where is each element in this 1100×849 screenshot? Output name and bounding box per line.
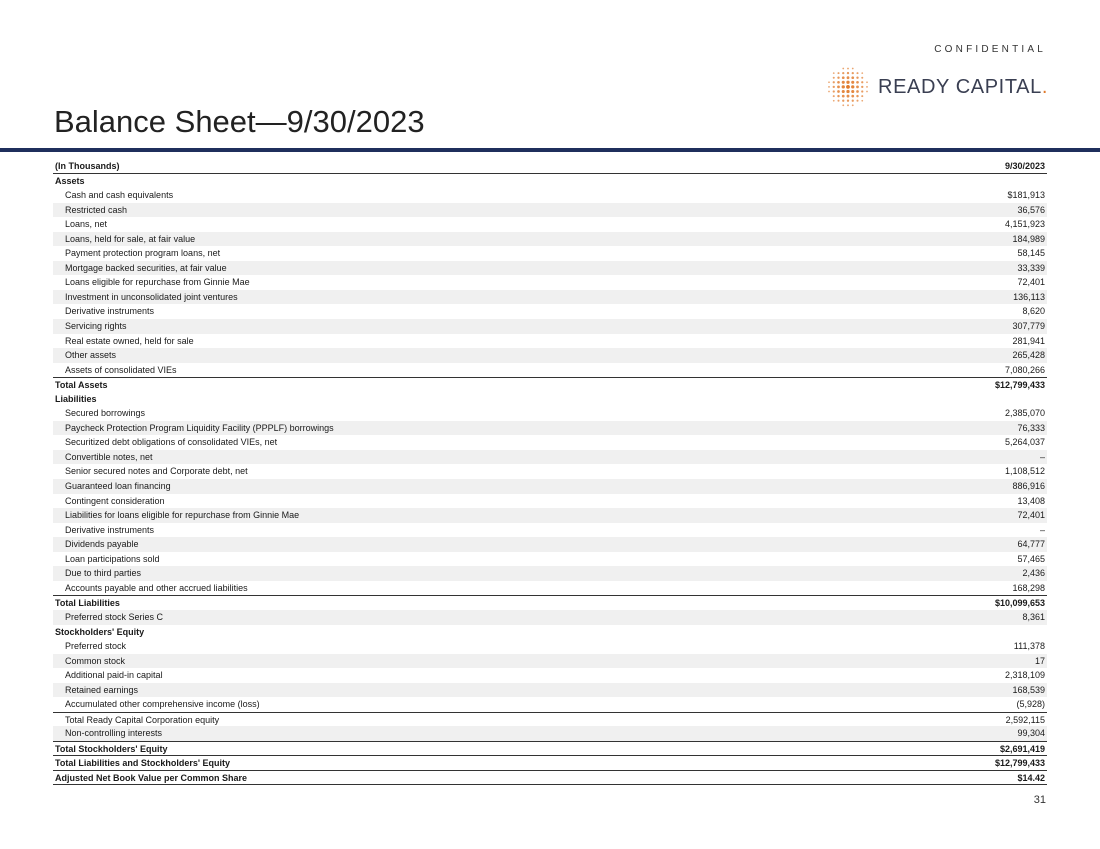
column-date: 9/30/2023 [1004, 161, 1045, 171]
row-label: Securitized debt obligations of consolidated VIEs, net [65, 437, 278, 448]
section-heading-equity [53, 625, 1047, 640]
total-label: Total Stockholders' Equity [55, 743, 168, 754]
title-divider [0, 148, 1100, 152]
total-value: $12,799,433 [994, 380, 1045, 391]
row-value: 136,113 [1013, 291, 1045, 302]
row-label: Servicing rights [65, 321, 127, 332]
row-label: Non-controlling interests [65, 728, 163, 739]
row-label: Accounts payable and other accrued liabilities [65, 582, 248, 593]
table-row [53, 275, 1047, 290]
company-logo [826, 66, 1048, 108]
table-row [53, 668, 1047, 683]
row-value: 72,401 [1017, 510, 1045, 521]
section-heading: Stockholders' Equity [55, 626, 145, 637]
row-label: Additional paid-in capital [65, 670, 163, 681]
section-heading: Assets [55, 175, 85, 186]
row-label: Senior secured notes and Corporate debt, net [65, 466, 248, 477]
total-value: $2,691,419 [999, 743, 1045, 754]
row-value: 13,408 [1017, 495, 1045, 506]
row-label: Derivative instruments [65, 524, 155, 535]
row-label: Investment in unconsolidated joint ventures [65, 291, 238, 302]
row-value: 99,304 [1017, 728, 1045, 739]
row-value: 5,264,037 [1004, 437, 1045, 448]
row-value: (5,928) [1016, 699, 1045, 710]
table-row [53, 348, 1047, 363]
confidential-label: CONFIDENTIAL [934, 44, 1046, 55]
rc-equity-row [53, 712, 1047, 727]
row-label: Liabilities for loans eligible for repurchase from Ginnie Mae [65, 510, 300, 521]
row-value: 58,145 [1017, 248, 1045, 259]
table-row [53, 581, 1047, 596]
assets-list [53, 188, 1047, 377]
row-label: Loans, net [65, 219, 108, 230]
table-row [53, 421, 1047, 436]
total-liabilities-row [53, 595, 1047, 610]
table-row [53, 363, 1047, 378]
table-row [53, 639, 1047, 654]
row-label: Total Ready Capital Corporation equity [65, 714, 220, 725]
dotted-sphere-icon [826, 66, 870, 108]
row-label: Secured borrowings [65, 408, 146, 419]
row-value: 64,777 [1017, 539, 1045, 550]
table-row [53, 217, 1047, 232]
row-label: Mortgage backed securities, at fair value [65, 262, 227, 273]
table-row [53, 232, 1047, 247]
page-title: Balance Sheet—9/30/2023 [54, 104, 425, 139]
total-label: Total Liabilities [55, 598, 120, 609]
row-label: Loans, held for sale, at fair value [65, 233, 196, 244]
row-label: Derivative instruments [65, 306, 155, 317]
book-value-row [53, 770, 1047, 785]
table-row [53, 304, 1047, 319]
row-value: 886,916 [1012, 481, 1045, 492]
total-value: $14.42 [1017, 772, 1045, 783]
row-value: 76,333 [1017, 422, 1045, 433]
total-value: $12,799,433 [994, 758, 1045, 769]
page-number: 31 [1033, 794, 1046, 806]
nci-row [53, 726, 1047, 741]
row-value: 168,298 [1012, 582, 1045, 593]
total-label: Total Liabilities and Stockholders' Equity [55, 758, 230, 769]
section-heading: Liabilities [55, 393, 97, 404]
table-row [53, 319, 1047, 334]
row-value: 33,339 [1017, 262, 1045, 273]
row-value: 2,385,070 [1004, 408, 1045, 419]
row-label: Loan participations sold [65, 553, 160, 564]
total-liabilities-equity-row [53, 755, 1047, 770]
total-equity-row [53, 741, 1047, 756]
row-value: $181,913 [1007, 190, 1045, 201]
table-header-row [53, 159, 1047, 174]
row-value: 8,620 [1022, 306, 1045, 317]
row-label: Convertible notes, net [65, 451, 153, 462]
row-value: 265,428 [1012, 350, 1045, 361]
table-row [53, 406, 1047, 421]
total-value: $10,099,653 [994, 598, 1045, 609]
balance-sheet-table [53, 159, 1047, 785]
row-label: Retained earnings [65, 684, 139, 695]
section-heading-assets [53, 174, 1047, 189]
row-label: Paycheck Protection Program Liquidity Facility (PPPLF) borrowings [65, 422, 334, 433]
row-label: Guaranteed loan financing [65, 481, 171, 492]
row-label: Contingent consideration [65, 495, 165, 506]
row-label: Real estate owned, held for sale [65, 335, 194, 346]
row-label: Payment protection program loans, net [65, 248, 221, 259]
row-value: 57,465 [1017, 553, 1045, 564]
row-label: Preferred stock [65, 641, 127, 652]
row-label: Cash and cash equivalents [65, 190, 174, 201]
section-heading-liabilities [53, 392, 1047, 407]
table-row [53, 203, 1047, 218]
table-row [53, 435, 1047, 450]
total-label: Total Assets [55, 380, 108, 391]
row-value: 1,108,512 [1004, 466, 1045, 477]
equity-list [53, 639, 1047, 712]
total-label: Adjusted Net Book Value per Common Share [55, 772, 248, 783]
table-row [53, 508, 1047, 523]
table-row [53, 450, 1047, 465]
units-label: (In Thousands) [55, 161, 120, 171]
row-value: 2,592,115 [1005, 714, 1045, 725]
preferred-series-c-row [53, 610, 1047, 625]
table-row [53, 566, 1047, 581]
row-label: Common stock [65, 655, 126, 666]
row-label: Restricted cash [65, 204, 128, 215]
row-label: Other assets [65, 350, 117, 361]
row-label: Assets of consolidated VIEs [65, 364, 177, 375]
table-row [53, 552, 1047, 567]
row-label: Loans eligible for repurchase from Ginnie Mae [65, 277, 250, 288]
table-row [53, 654, 1047, 669]
table-row [53, 261, 1047, 276]
table-row [53, 290, 1047, 305]
row-value: 72,401 [1017, 277, 1045, 288]
row-label: Due to third parties [65, 568, 142, 579]
row-value: 36,576 [1017, 204, 1045, 215]
row-value: 168,539 [1012, 684, 1045, 695]
row-value: – [1039, 451, 1045, 462]
row-label: Accumulated other comprehensive income (loss) [65, 699, 260, 710]
row-value: – [1039, 524, 1045, 535]
row-value: 184,989 [1012, 233, 1045, 244]
table-row [53, 464, 1047, 479]
table-row [53, 697, 1047, 712]
row-value: 111,378 [1013, 641, 1045, 652]
table-row [53, 188, 1047, 203]
row-value: 8,361 [1022, 611, 1045, 622]
logo-wordmark: READY CAPITAL. [878, 75, 1048, 98]
row-value: 281,941 [1012, 335, 1045, 346]
total-assets-row [53, 377, 1047, 392]
row-value: 7,080,266 [1004, 364, 1045, 375]
table-row [53, 479, 1047, 494]
table-row [53, 523, 1047, 538]
row-label: Dividends payable [65, 539, 139, 550]
row-value: 4,151,923 [1004, 219, 1045, 230]
liabilities-list [53, 406, 1047, 595]
table-row [53, 246, 1047, 261]
table-row [53, 537, 1047, 552]
row-value: 2,436 [1022, 568, 1045, 579]
table-row [53, 334, 1047, 349]
row-label: Preferred stock Series C [65, 611, 164, 622]
table-row [53, 683, 1047, 698]
table-row [53, 494, 1047, 509]
row-value: 307,779 [1012, 321, 1045, 332]
row-value: 17 [1034, 655, 1045, 666]
row-value: 2,318,109 [1004, 670, 1045, 681]
